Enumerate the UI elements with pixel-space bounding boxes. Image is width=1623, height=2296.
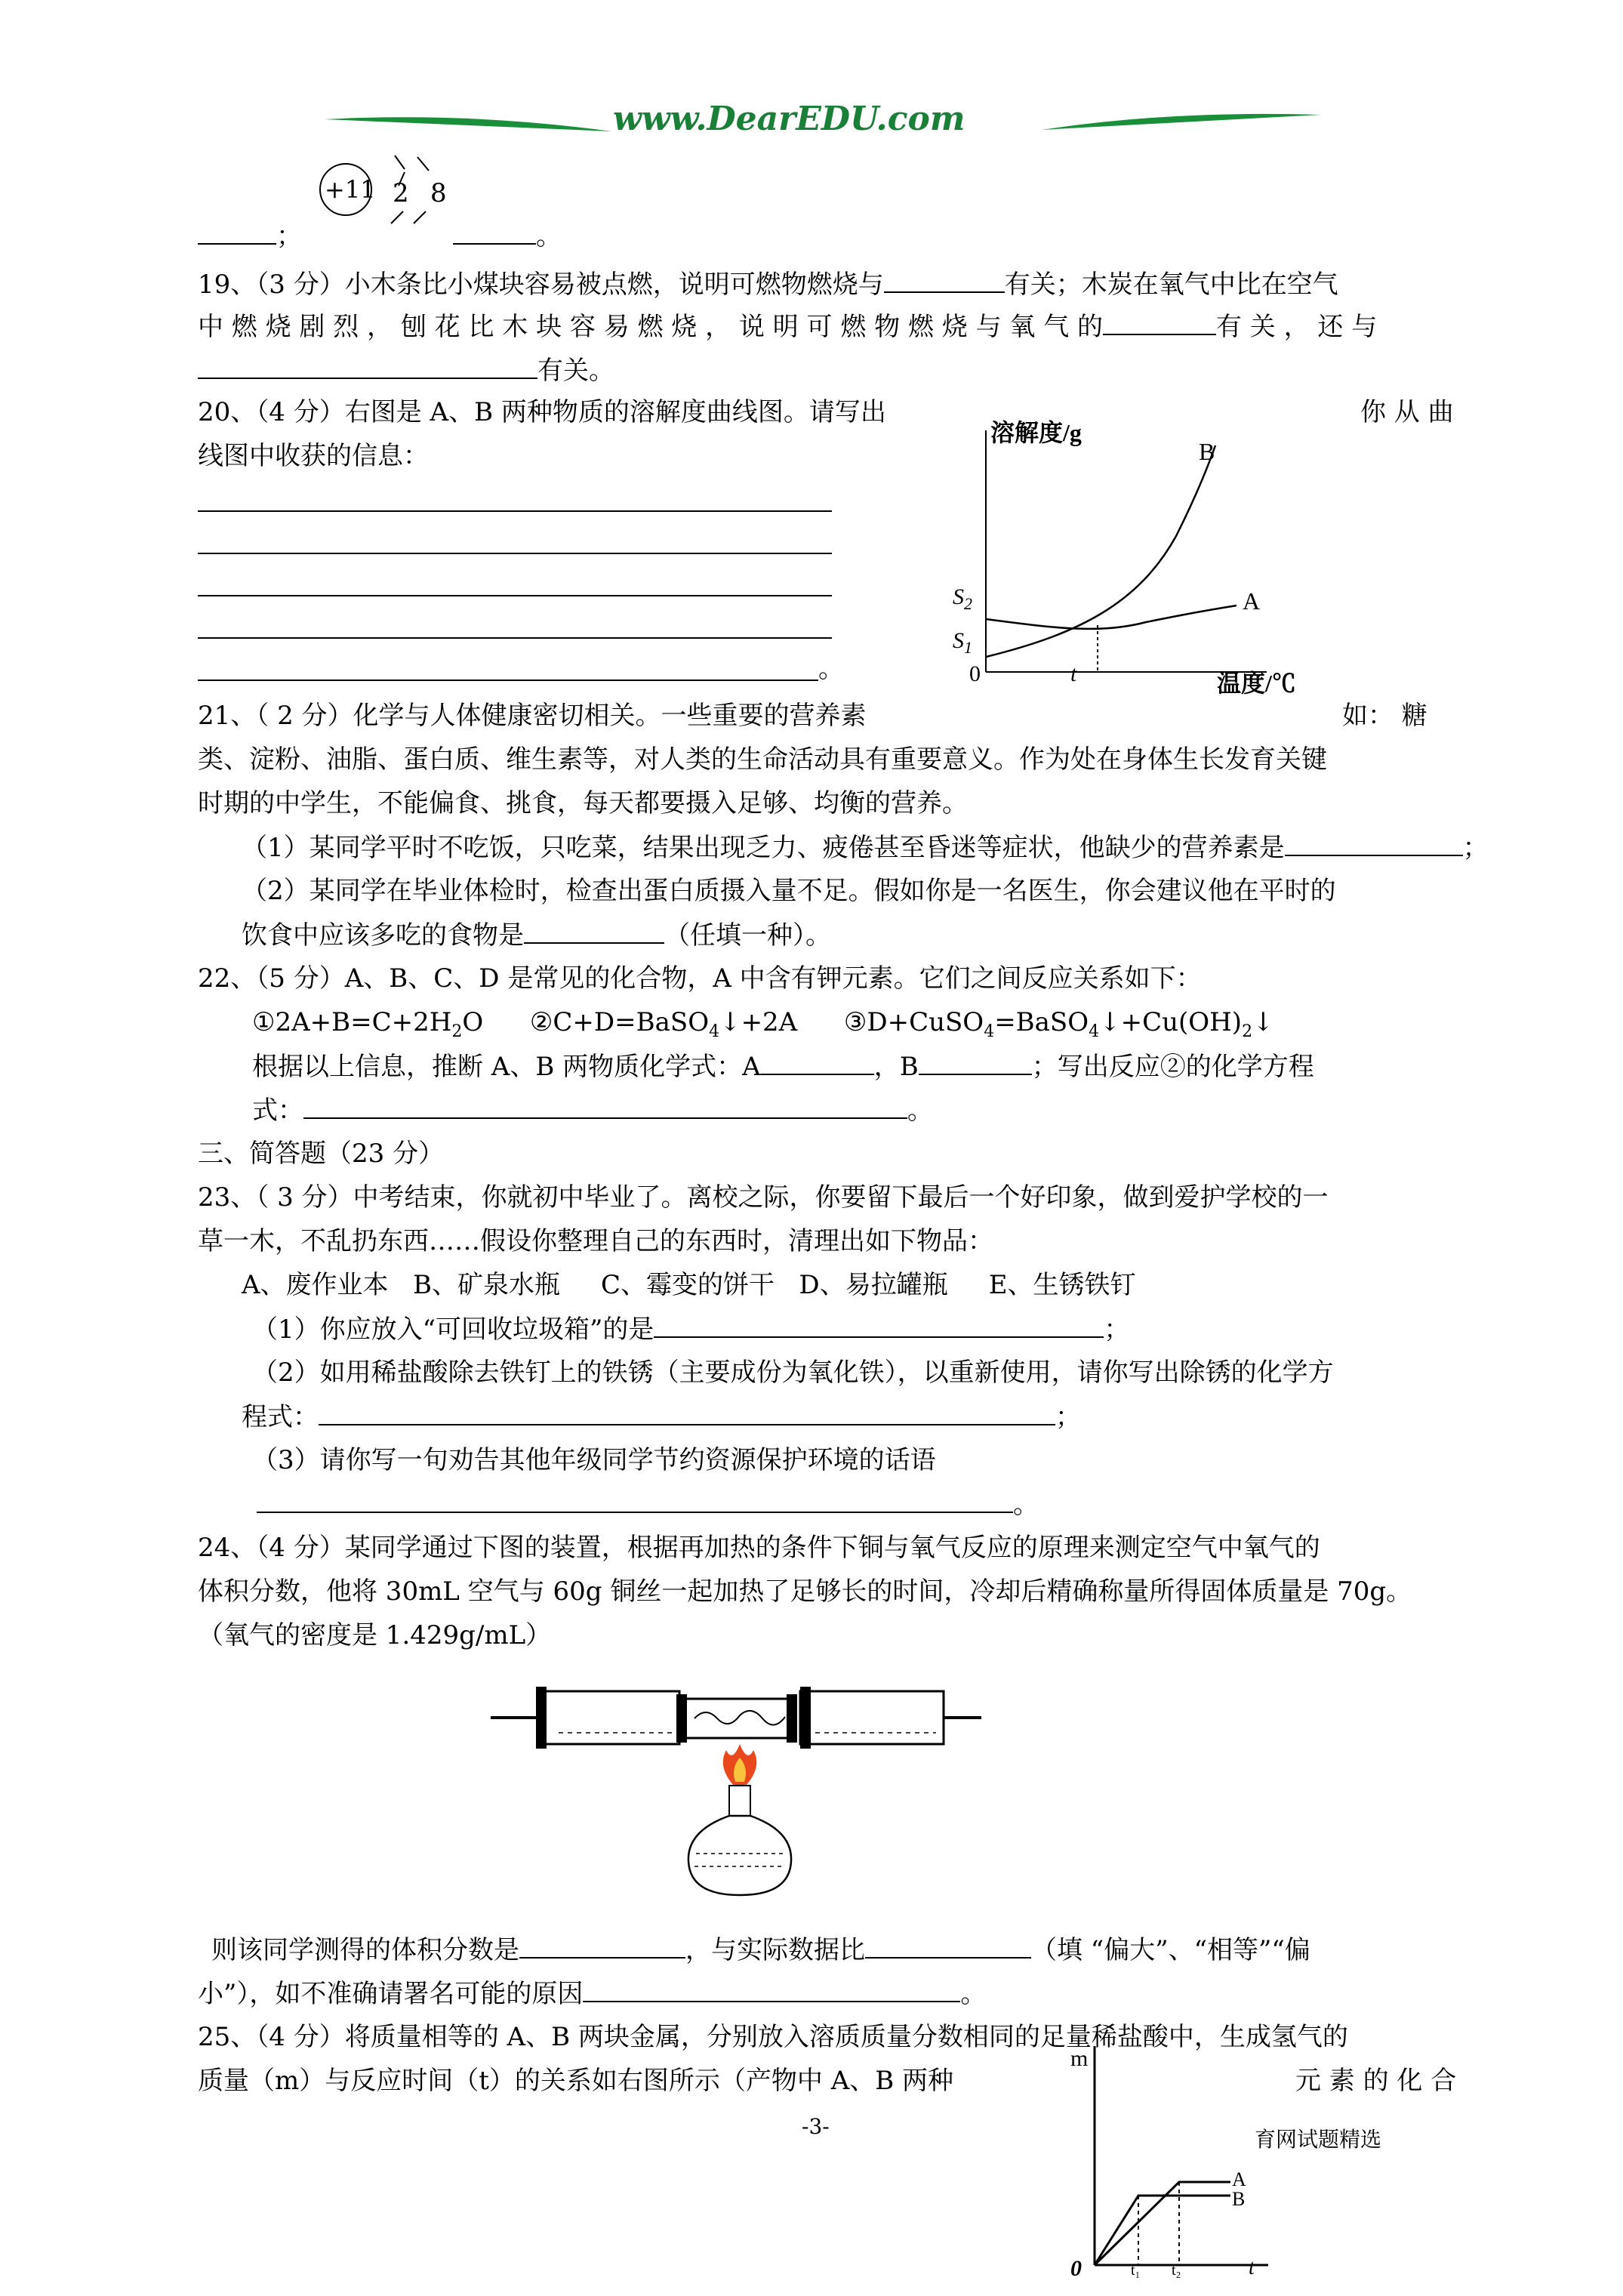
atom-shell-1: 2 <box>393 178 409 208</box>
q24-line-2: 体积分数，他将 30mL 空气与 60g 铜丝一起加热了足够长的时间，冷却后精确称量所得固体质量是 70g。 <box>198 1576 1412 1607</box>
text: （填 “偏大”、“相等”“偏 <box>1031 1935 1310 1965</box>
atom-core-label: +11 <box>325 175 376 204</box>
chart-xlabel: 温度/℃ <box>1217 670 1296 697</box>
answer-line[interactable] <box>198 637 832 639</box>
text: ，B <box>873 1052 919 1082</box>
q21-part-2b <box>242 917 831 954</box>
q22-line-4 <box>252 1092 933 1129</box>
answer-blank[interactable] <box>303 1092 907 1119</box>
q25-line-2b: 元 素 的 化 合 <box>1295 2066 1457 2096</box>
answer-blank[interactable] <box>1103 308 1216 335</box>
text: 有 关 ， 还 与 <box>1216 312 1378 342</box>
section-3-title: 三、简答题（23 分） <box>198 1139 445 1169</box>
chart2-a-label: A <box>1232 2168 1246 2190</box>
q23-items: A、废作业本 B、矿泉水瓶 C、霉变的饼干 D、易拉罐瓶 E、生锈铁钉 <box>242 1270 1136 1300</box>
text: ↓ <box>1252 1007 1274 1037</box>
q24-answer-line-2 <box>198 1975 986 2012</box>
answer-blank[interactable] <box>453 217 536 245</box>
text: ； <box>1104 1314 1130 1345</box>
chart2-xlabel: t <box>1249 2256 1255 2279</box>
curve-b <box>1095 2196 1230 2265</box>
text: 饮食中应该多吃的食物是 <box>242 920 524 951</box>
q23-part-2b <box>242 1398 1081 1435</box>
q21-line-2: 类、淀粉、油脂、蛋白质、维生素等，对人类的生命活动具有重要意义。作为处在身体生长发育关键 <box>198 744 1327 775</box>
chart2-origin: 0 <box>1070 2256 1082 2281</box>
text: ； <box>276 221 302 251</box>
text: ①2A+B=C+2H <box>252 1007 452 1037</box>
answer-line[interactable] <box>198 595 832 596</box>
atom-shell-2: 8 <box>430 178 447 208</box>
header-site: www.DearEDU.com <box>613 100 965 138</box>
curve-a-label: A <box>1243 587 1261 615</box>
text: 。 <box>1013 1490 1039 1520</box>
chart2-t2: t₂ <box>1172 2262 1181 2279</box>
q22-equations <box>252 1004 1274 1050</box>
chart2-b-label: B <box>1232 2188 1246 2210</box>
q23-line-1: 23、（ 3 分）中考结束，你就初中毕业了。离校之际，你要留下最后一个好印象，做到爱护学校的一 <box>198 1182 1329 1213</box>
answer-blank[interactable] <box>524 917 664 944</box>
answer-blank[interactable] <box>1285 829 1463 856</box>
answer-blank[interactable] <box>919 1048 1032 1075</box>
q24-line-1: 24、（4 分）某同学通过下图的装置，根据再加热的条件下铜与氧气反应的原理来测定空气中氧气的 <box>198 1533 1320 1563</box>
curve-a <box>986 606 1236 629</box>
answer-blank[interactable] <box>884 266 1005 293</box>
q25-line-2a: 质量（m）与反应时间（t）的关系如右图所示（产物中 A、B 两种 <box>198 2066 954 2096</box>
text: ； <box>1055 1402 1081 1432</box>
text: 中 燃 烧 剧 烈 ， 刨 花 比 木 块 容 易 燃 烧 ， 说 明 可 燃 物 燃 烧 与 氧 气 的 <box>198 312 1103 342</box>
text: 式： <box>252 1096 303 1126</box>
q23-part-3-answer <box>257 1486 1039 1523</box>
q20-end: 。 <box>818 654 844 684</box>
chart2-t1: t₁ <box>1131 2262 1141 2279</box>
chart-ylabel: 溶解度/g <box>990 419 1082 446</box>
top-fragment-line <box>198 217 562 254</box>
text: （1）你应放入“可回收垃圾箱”的是 <box>252 1314 654 1345</box>
q23-part-3: （3）请你写一句劝告其他年级同学节约资源保护环境的话语 <box>252 1445 936 1475</box>
q21-line-1b: 如： 糖 <box>1342 701 1427 731</box>
text: 2 <box>451 1022 463 1041</box>
q22-line-1: 22、（5 分）A、B、C、D 是常见的化合物，A 中含有钾元素。它们之间反应关系如下： <box>198 963 1202 994</box>
answer-line[interactable] <box>198 553 832 554</box>
text: 。 <box>960 1979 987 2009</box>
q23-part-1 <box>252 1311 1129 1348</box>
text: 有关。 <box>537 356 614 386</box>
q20-line-1 <box>198 394 886 430</box>
text: 。 <box>907 1096 933 1126</box>
curve-b <box>986 445 1215 657</box>
q23-part-2a: （2）如用稀盐酸除去铁钉上的铁锈（主要成份为氧化铁），以重新使用，请你写出除锈的化学方 <box>252 1358 1334 1388</box>
text: 。 <box>536 221 562 251</box>
answer-blank[interactable] <box>198 217 276 245</box>
text: ，与实际数据比 <box>685 1935 865 1965</box>
apparatus-illustration <box>491 1669 981 1910</box>
q19-line-1 <box>198 266 1338 303</box>
text: 根据以上信息，推断 A、B 两物质化学式：A <box>252 1052 761 1082</box>
s1-label: $S_1$ <box>953 628 972 657</box>
q21-line-3: 时期的中学生，不能偏食、挑食，每天都要摄入足够、均衡的营养。 <box>198 788 968 818</box>
chart2-ylabel: m <box>1070 2046 1089 2071</box>
text: 19、（3 分）小木条比小煤块容易被点燃，说明可燃物燃烧与 <box>198 270 884 300</box>
chart-t-label: t <box>1070 661 1077 686</box>
text: 4 <box>709 1022 720 1041</box>
q21-line-1: 21、（ 2 分）化学与人体健康密切相关。一些重要的营养素 <box>198 701 867 731</box>
text: 4 <box>1089 1022 1100 1041</box>
q24-answer-line-1 <box>211 1931 1310 1968</box>
q19-line-2 <box>198 308 1377 345</box>
q20-line-2: 线图中收获的信息： <box>198 441 429 471</box>
text: （任填一种）。 <box>664 920 831 951</box>
q23-line-2: 草一木，不乱扔东西……假设你整理自己的东西时，清理出如下物品： <box>198 1226 993 1256</box>
watermark: 育网试题精选 <box>1255 2127 1382 2152</box>
answer-blank[interactable] <box>654 1311 1104 1338</box>
text: 小”），如不准确请署名可能的原因 <box>198 1979 584 2009</box>
text: ③D+CuSO <box>843 1007 984 1037</box>
q22-line-3 <box>252 1048 1314 1085</box>
q20-line-1b: 你 从 曲 <box>1360 397 1454 427</box>
curve-b-label: B <box>1199 438 1215 465</box>
answer-line[interactable] <box>198 510 832 512</box>
text: 程式： <box>242 1402 319 1432</box>
chart-origin: 0 <box>969 661 981 686</box>
text: ②C+D=BaSO <box>529 1007 710 1037</box>
answer-line[interactable] <box>198 680 818 681</box>
answer-blank[interactable] <box>583 1975 960 2002</box>
q24-line-3: （氧气的密度是 1.429g/mL） <box>198 1620 552 1650</box>
s2-label: $S_2$ <box>953 584 972 613</box>
answer-blank[interactable] <box>761 1048 874 1075</box>
text: =BaSO <box>994 1007 1089 1037</box>
text: 2 <box>1242 1022 1253 1041</box>
answer-blank[interactable] <box>865 1931 1031 1959</box>
answer-blank[interactable] <box>319 1398 1055 1425</box>
text: （1）某同学平时不吃饭，只吃菜，结果出现乏力、疲倦甚至昏迷等症状，他缺少的营养素是 <box>242 833 1285 863</box>
q25-line-1: 25、（4 分）将质量相等的 A、B 两块金属，分别放入溶质质量分数相同的足量稀盐酸中，生成氢气的 <box>198 2022 1348 2052</box>
answer-blank[interactable] <box>198 352 537 379</box>
answer-blank[interactable] <box>519 1931 685 1959</box>
q21-part-1 <box>242 829 1489 866</box>
page-number: -3- <box>802 2114 830 2139</box>
q21-part-2a: （2）某同学在毕业体检时，检查出蛋白质摄入量不足。假如你是一名医生，你会建议他在平时的 <box>242 876 1336 906</box>
text: 20、（4 分）右图是 A、B 两种物质的溶解度曲线图。请写出 <box>198 397 886 427</box>
answer-blank[interactable] <box>257 1486 1013 1513</box>
text: 有关；木炭在氧气中比在空气 <box>1004 270 1338 300</box>
text: ；写出反应②的化学方程 <box>1031 1052 1314 1082</box>
q19-line-3 <box>198 352 614 389</box>
text: O <box>462 1007 484 1037</box>
text: ↓+2A <box>719 1007 798 1037</box>
text: ↓+Cu(OH) <box>1099 1007 1243 1037</box>
text: ； <box>1462 833 1489 863</box>
text: 则该同学测得的体积分数是 <box>211 1935 519 1965</box>
text: 4 <box>984 1022 995 1041</box>
